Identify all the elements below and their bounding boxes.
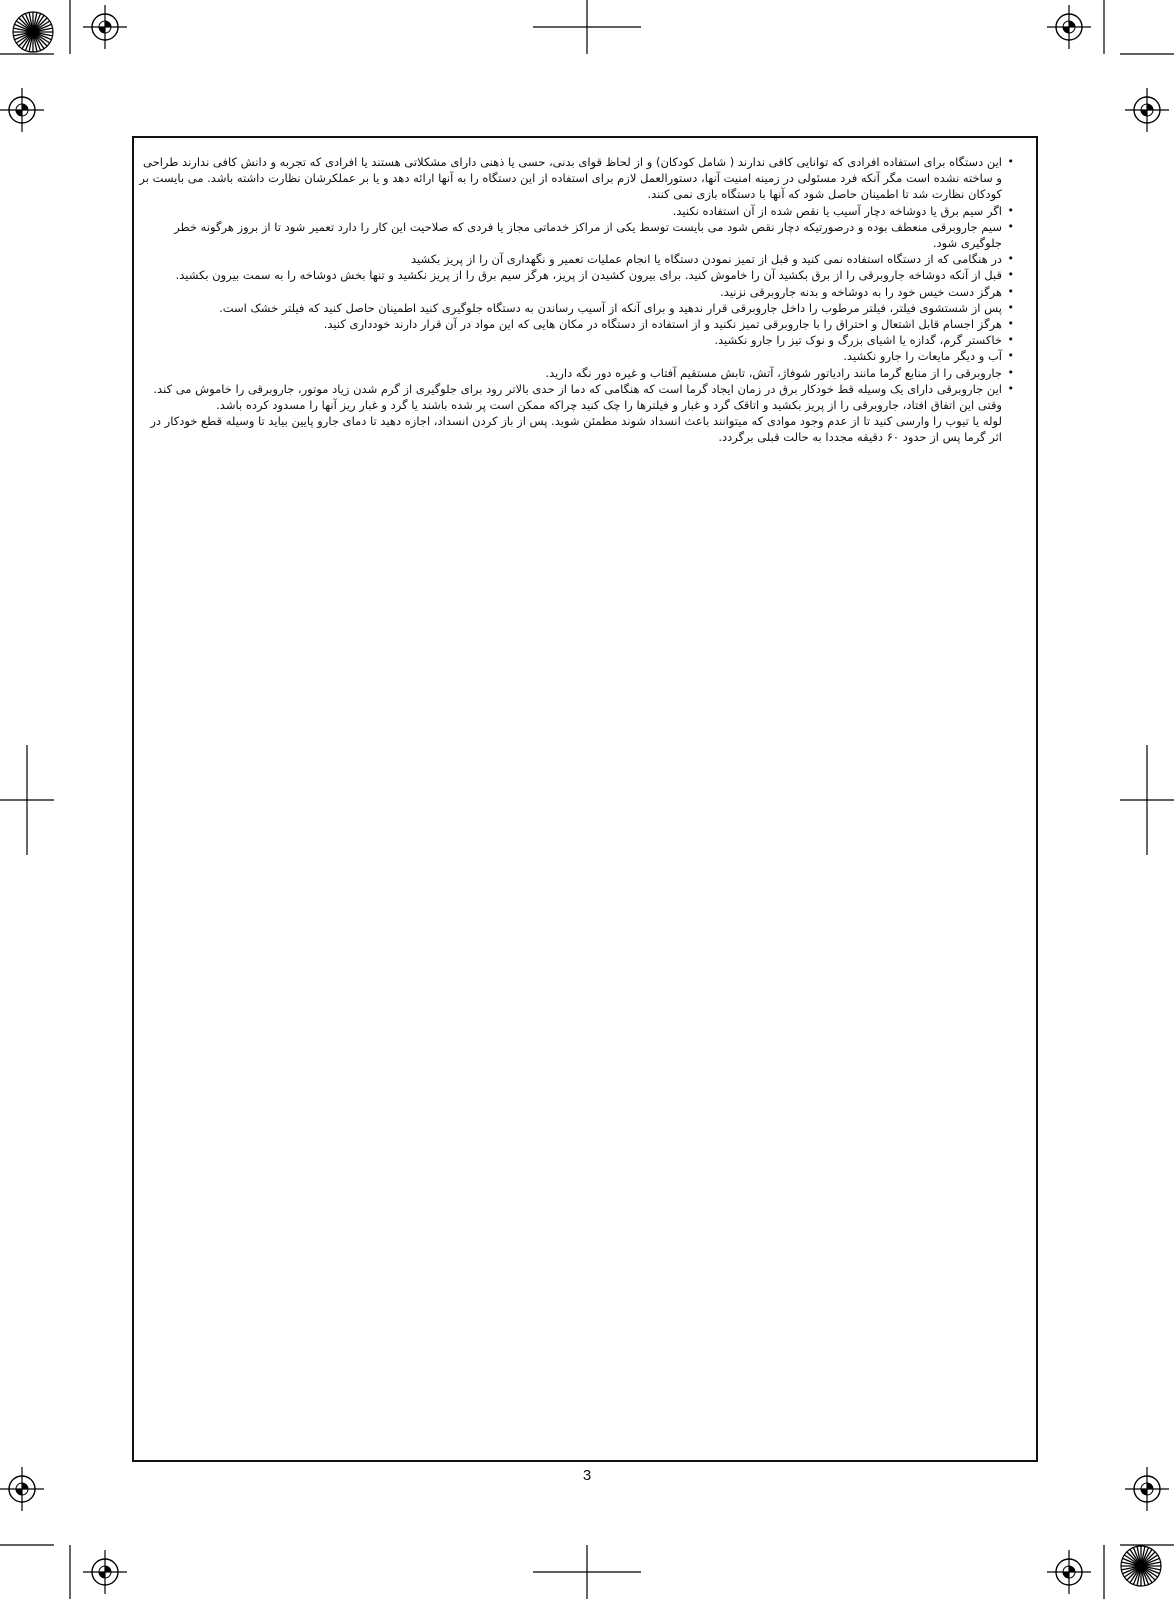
instruction-item: • جاروبرقی را از منابع گرما مانند رادیاتور شوفاژ، آتش، تابش مستقیم آفتاب و غیره دور نگه دارید. bbox=[134, 365, 1014, 381]
instruction-item: • هرگز اجسام قابل اشتعال و احتراق را با جاروبرقی تمیز نکنید و از استفاده از دستگاه در مکان هایی که این مواد در آن قرار دارند خودداری کنید. bbox=[134, 316, 1014, 332]
instruction-item: • قبل از آنکه دوشاخه جاروبرقی را از برق بکشید آن را خاموش کنید. برای بیرون کشیدن از پریز، هرگز سیم برق را از پریز نکشید و تنها بخش دوشاخه را به سمت بیرون بکشید. bbox=[134, 267, 1014, 283]
instruction-item: • در هنگامی که از دستگاه استفاده نمی کنید و قبل از تمیز نمودن دستگاه یا انجام عملیات تعمیر و نگهداری آن را از پریز بکشید bbox=[134, 251, 1014, 267]
instruction-item: • آب و دیگر مایعات را جارو نکشید. bbox=[134, 348, 1014, 364]
instruction-item: • این جاروبرقی دارای یک وسیله قط خودکار برق در زمان ایجاد گرما است که هنگامی که دما از حدی بالاتر رود برای جلوگیری از گرم شدن زیاد موتور، جاروبرقی را خاموش می کند. bbox=[134, 381, 1014, 397]
instruction-item: • پس از شستشوی فیلتر، فیلتر مرطوب را داخل جاروبرقی قرار ندهید و برای آنکه از آسیب رساندن به دستگاه جلوگیری کنید اطمینان حاصل کنید که فیلتر خشک است. bbox=[134, 300, 1014, 316]
continuation-paragraph: وقتی این اتفاق افتاد، جاروبرقی را از پریز بکشید و اتاقک گرد و غبار و فیلترها را چک کنید چراکه ممکن است پر شده باشند یا گرد و غبار ریز آنها را مسدود کرده باشد. bbox=[216, 398, 1002, 413]
instruction-item: • اگر سیم برق یا دوشاخه دچار آسیب یا نقص شده از آن استفاده نکنید. bbox=[134, 203, 1014, 219]
instruction-item: • هرگز دست خیس خود را به دوشاخه و بدنه جاروبرقی نزنید. bbox=[134, 284, 1014, 300]
safety-instructions bbox=[134, 154, 1014, 446]
content-frame bbox=[132, 136, 1038, 1462]
instruction-item: • سیم جاروبرقی منعطف بوده و درصورتیکه دچار نقص شود می بایست توسط یکی از مراکز خدماتی مجاز یا فردی که صلاحیت این کار را دارد تعمیر شود تا از بروز هرگونه خطر جلوگیری شود. bbox=[134, 219, 1014, 251]
instruction-item: • این دستگاه برای استفاده افرادی که توانایی کافی ندارند ( شامل کودکان) و از لحاظ قوای بدنی، حسی یا ذهنی دارای مشکلاتی هستند یا افرادی که تجربه و دانش کافی ندارند طراحی و ساخته نشده است مگر آنکه فرد مسئولی در زمینه امنیت آنها، دستورالعمل لازم برای استفاده از این دستگاه را به آنها ارائه دهد و یا بر عملکرشان نظارت داشته باشد. می بایست بر کودکان نظارت شد تا اطمینان حاصل شود که آنها با دستگاه بازی نمی کنند. bbox=[134, 154, 1014, 203]
page-number: 3 bbox=[582, 1467, 592, 1484]
instruction-item: • خاکستر گرم، گدازه یا اشیای بزرگ و نوک تیز را جارو نکشید. bbox=[134, 332, 1014, 348]
instruction-list bbox=[134, 154, 1014, 397]
continuation-paragraph: لوله یا تیوب را وارسی کنید تا از عدم وجود موادی که میتوانند باعث انسداد شوند مطمئن شوید. پس از باز کردن انسداد، اجازه دهید تا دمای جارو پایین بیاید تا وسیله قطع خودکار در اثر گرما پس از حدود ۶۰ دقیقه مجددا به حالت قبلی برگردد. bbox=[150, 414, 1002, 445]
